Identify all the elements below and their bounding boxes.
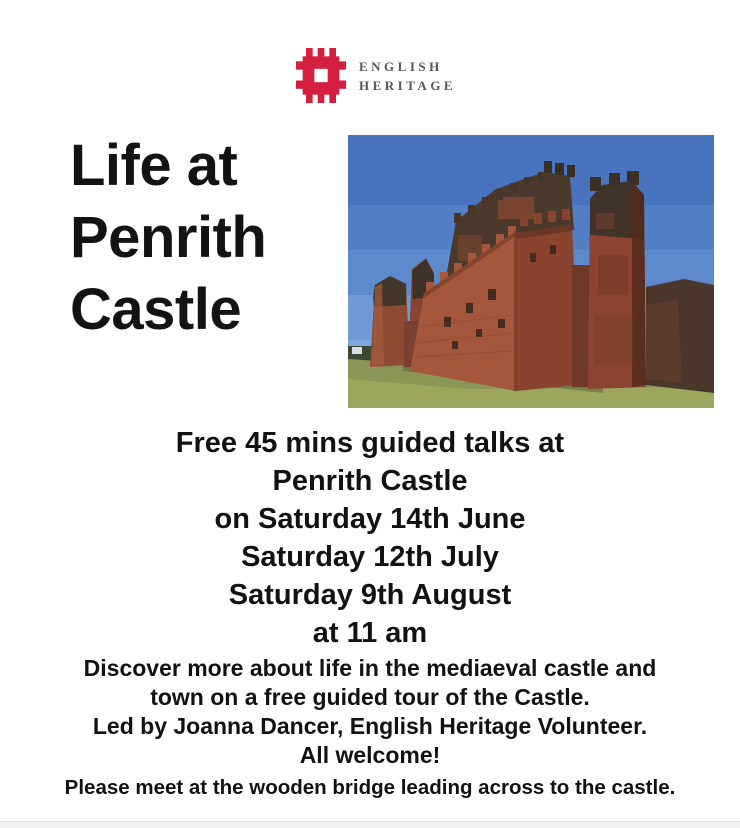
penrith-castle-photo (348, 135, 714, 408)
title-line-3: Castle (70, 277, 242, 342)
english-heritage-wordmark (359, 57, 456, 95)
photo-keep-east-face (516, 225, 576, 391)
title-line-1: Life at (70, 133, 238, 198)
event-details (0, 654, 740, 770)
logo-word-english: ENGLISH (359, 58, 443, 74)
event-line-location: Penrith Castle (272, 465, 468, 497)
event-line-date-june: on Saturday 14th June (214, 503, 526, 535)
title-line-2: Penrith (70, 205, 267, 270)
event-line-date-august: Saturday 9th August (228, 579, 512, 611)
logo-word-heritage: HERITAGE (359, 77, 457, 93)
event-line-time: at 11 am (312, 617, 428, 649)
details-line-1: Discover more about life in the mediaeval castle and (83, 655, 657, 681)
details-line-all-welcome: All welcome! (299, 742, 441, 768)
event-line-date-july: Saturday 12th July (241, 541, 499, 573)
meeting-point-note: Please meet at the wooden bridge leading across to the castle. (64, 776, 676, 799)
page-bottom-edge (0, 821, 740, 828)
english-heritage-logo (296, 48, 456, 103)
english-heritage-crest-icon (296, 48, 346, 103)
event-info (0, 424, 740, 652)
details-line-2: town on a free guided tour of the Castle. (150, 684, 590, 710)
event-line-free-talks: Free 45 mins guided talks at (175, 427, 565, 459)
details-line-3: Led by Joanna Dancer, English Heritage Volunteer. (92, 713, 648, 739)
page-title (70, 130, 266, 346)
